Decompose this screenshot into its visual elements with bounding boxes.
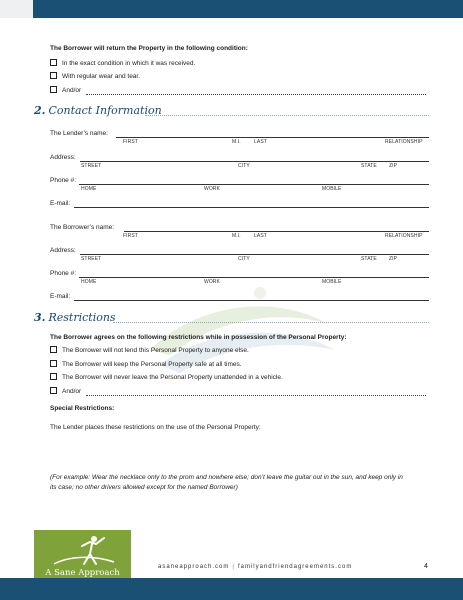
col-label: WORK [204,186,220,192]
section-rule [113,322,429,323]
section-heading-contact: 2. Contact Information [34,104,162,117]
restrictions-heading: The Borrower agrees on the following restrictions while in possession of the Personal Property: [50,334,347,341]
condition-option-wear[interactable]: With regular wear and tear. [50,73,140,81]
col-label: CITY [238,163,250,169]
borrower-email-label: E-mail: [50,293,71,300]
restriction-option-andor[interactable]: And/or [50,388,81,396]
col-label: LAST [254,233,267,239]
example-text-line2: its case; no other drivers allowed except for the named Borrower) [50,484,238,491]
special-restrictions-label: Special Restrictions: [50,405,115,412]
top-banner-gap [0,0,33,18]
restriction-andor-line[interactable] [86,395,426,396]
restriction-option-safe[interactable]: The Borrower will keep the Personal Property safe at all times. [50,361,242,369]
lender-email-field[interactable] [74,207,429,208]
condition-heading: The Borrower will return the Property in the following condition: [50,45,248,52]
borrower-phone-field[interactable] [79,277,429,278]
restriction-option-vehicle[interactable]: The Borrower will never leave the Personal Property unattended in a vehicle. [50,374,283,382]
checkbox-icon[interactable] [50,373,57,380]
borrower-email-field[interactable] [74,300,429,301]
page-number: 4 [424,563,428,570]
col-label: STREET [81,256,102,262]
col-label: WORK [204,279,220,285]
col-label: ZIP [389,256,398,262]
example-text-line1: (For example: Wear the necklace only to the prom and nowhere else; don’t leave the guitar out in the sun, and keep only in [50,474,403,481]
col-label: STATE [361,256,377,262]
col-label: FIRST [123,139,138,145]
checkbox-icon[interactable] [50,86,57,93]
borrower-name-field[interactable] [124,231,429,232]
col-label: M.I. [232,139,241,145]
footer-link-familyandfriend[interactable]: familyandfriendagreements.com [237,564,353,570]
checkbox-icon[interactable] [50,346,57,353]
condition-option-exact[interactable]: In the exact condition in which it was received. [50,60,195,68]
col-label: MOBILE [322,279,342,285]
lender-phone-label: Phone #: [50,177,77,184]
footer-link-asaneapproach[interactable]: asaneapproach.com [158,564,230,570]
lender-name-field[interactable] [116,137,429,138]
logo-name: A Sane Approach [45,568,120,578]
borrower-phone-label: Phone #: [50,270,77,277]
footer-separator: | [232,564,235,570]
borrower-name-label: The Borrower’s name: [50,224,115,231]
col-label: HOME [81,186,97,192]
col-label: STATE [361,163,377,169]
lender-phone-field[interactable] [79,184,429,185]
checkbox-icon[interactable] [50,72,57,79]
lender-address-label: Address: [50,154,76,161]
col-label: ZIP [389,163,398,169]
section-heading-restrictions: 3. Restrictions [34,311,116,324]
condition-option-andor[interactable]: And/or [50,87,81,95]
lender-name-label: The Lender’s name: [50,130,108,137]
lender-email-label: E-mail: [50,200,71,207]
col-label: MOBILE [322,186,342,192]
lender-address-field[interactable] [80,161,429,162]
col-label: STREET [81,163,102,169]
col-label: M.I. [232,233,241,239]
checkbox-icon[interactable] [50,360,57,367]
footer-links [158,564,352,570]
condition-andor-line[interactable] [86,94,426,95]
col-label: RELATIONSHIP [385,139,423,145]
checkbox-icon[interactable] [50,59,57,66]
checkbox-icon[interactable] [50,387,57,394]
borrower-address-field[interactable] [80,254,429,255]
special-restrictions-text: The Lender places these restrictions on the use of the Personal Property: [50,424,261,431]
top-banner [0,0,463,18]
figure-icon [34,530,131,570]
col-label: LAST [254,139,267,145]
bottom-banner [0,578,463,600]
col-label: FIRST [123,233,138,239]
col-label: HOME [81,279,97,285]
col-label: CITY [238,256,250,262]
restriction-option-no-lend[interactable]: The Borrower will not lend this Personal Property to anyone else. [50,347,249,355]
col-label: RELATIONSHIP [385,233,423,239]
section-rule [145,115,429,116]
borrower-address-label: Address: [50,247,76,254]
